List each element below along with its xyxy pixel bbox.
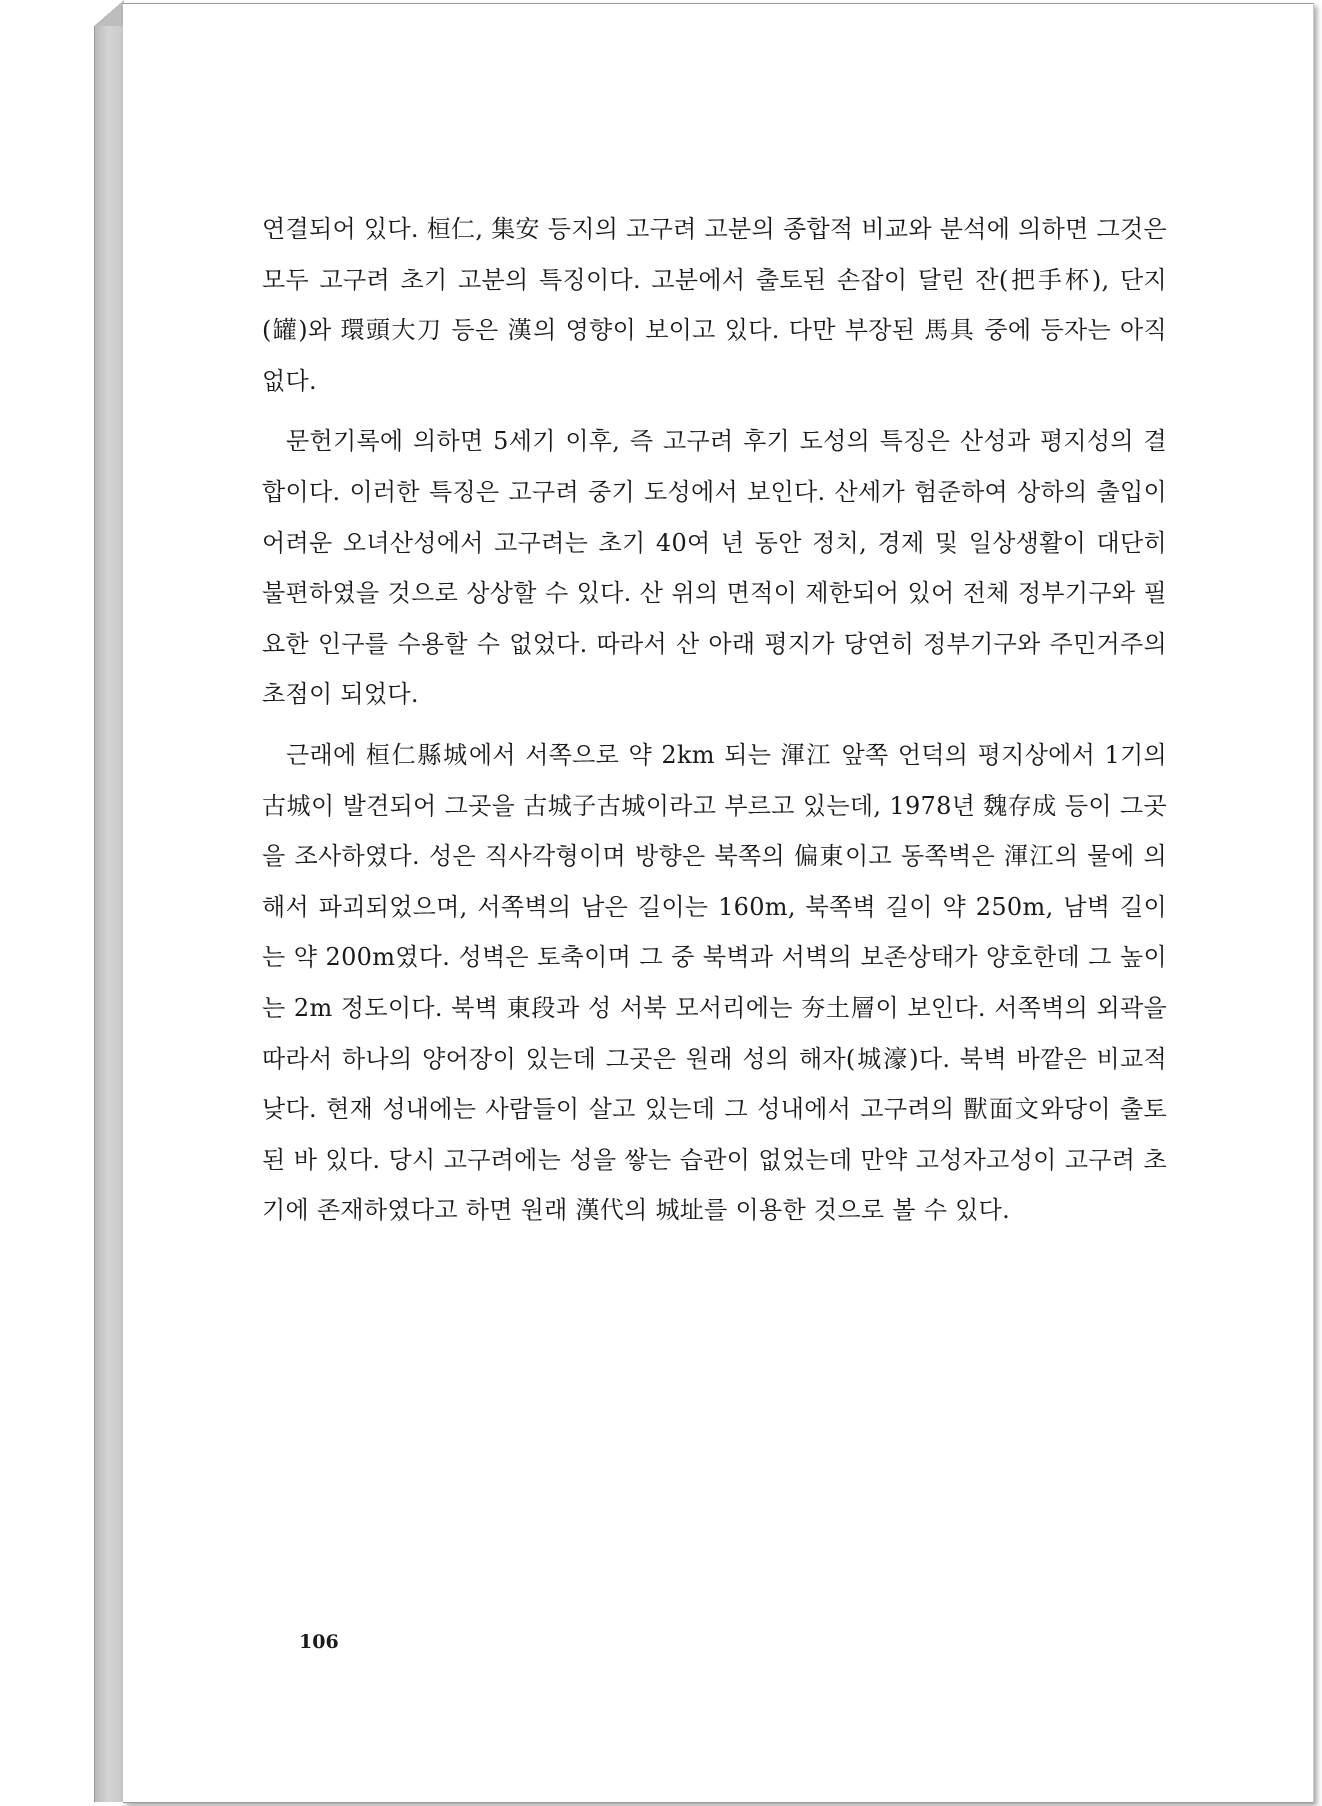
book-spine-edge bbox=[94, 4, 125, 1802]
page-number: 106 bbox=[299, 1631, 339, 1653]
paragraph-capital-characteristics: 문헌기록에 의하면 5세기 이후, 즉 고구려 후기 도성의 특징은 산성과 평지성의 결합이다. 이러한 특징은 고구려 중기 도성에서 보인다. 산세가 험준하여 상하의 출입이 어려운 오녀산성에서 고구려는 초기 40여 년 동안 정치, 경제 및 일상생활이 대단히 불편하였을 것으로 상상할 수 있다. 산 위의 면적이 제한되어 있어 전체 정부기구와 필요한 인구를 수용할 수 없었다. 따라서 산 아래 평지가 당연히 정부기구와 주민거주의 초점이 되었다. bbox=[262, 427, 1167, 709]
paragraph-continued: 연결되어 있다. 桓仁, 集安 등지의 고구려 고분의 종합적 비교와 분석에 의하면 그것은 모두 고구려 초기 고분의 특징이다. 고분에서 출토된 손잡이 달린 잔(把手杯), 단지(罐)와 環頭大刀 등은 漢의 영향이 보이고 있다. 다만 부장된 馬具 중에 등자는 아직 없다. bbox=[262, 215, 1167, 395]
body-text bbox=[262, 204, 1167, 1246]
paragraph-gucheongja-fortress: 근래에 桓仁縣城에서 서쪽으로 약 2km 되는 渾江 앞쪽 언덕의 평지상에서 1기의 古城이 발견되어 그곳을 古城子古城이라고 부르고 있는데, 1978년 魏存成 등이 그곳을 조사하였다. 성은 직사각형이며 방향은 북쪽의 偏東이고 동쪽벽은 渾江의 물에 의해서 파괴되었으며, 서쪽벽의 남은 길이는 160m, 북쪽벽 길이 약 250m, 남벽 길이는 약 200m였다. 성벽은 토축이며 그 중 북벽과 서벽의 보존상태가 양호한데 그 높이는 2m 정도이다. 북벽 東段과 성 서북 모서리에는 夯土層이 보인다. 서쪽벽의 외곽을 따라서 하나의 양어장이 있는데 그곳은 원래 성의 해자(城濠)다. 북벽 바깥은 비교적 낮다. 현재 성내에는 사람들이 살고 있는데 그 성내에서 고구려의 獸面文와당이 출토된 바 있다. 당시 고구려에는 성을 쌓는 습관이 없었는데 만약 고성자고성이 고구려 초기에 존재하였다고 하면 원래 漢代의 城址를 이용한 것으로 볼 수 있다. bbox=[262, 740, 1167, 1225]
book-spine-corner bbox=[94, 0, 124, 26]
